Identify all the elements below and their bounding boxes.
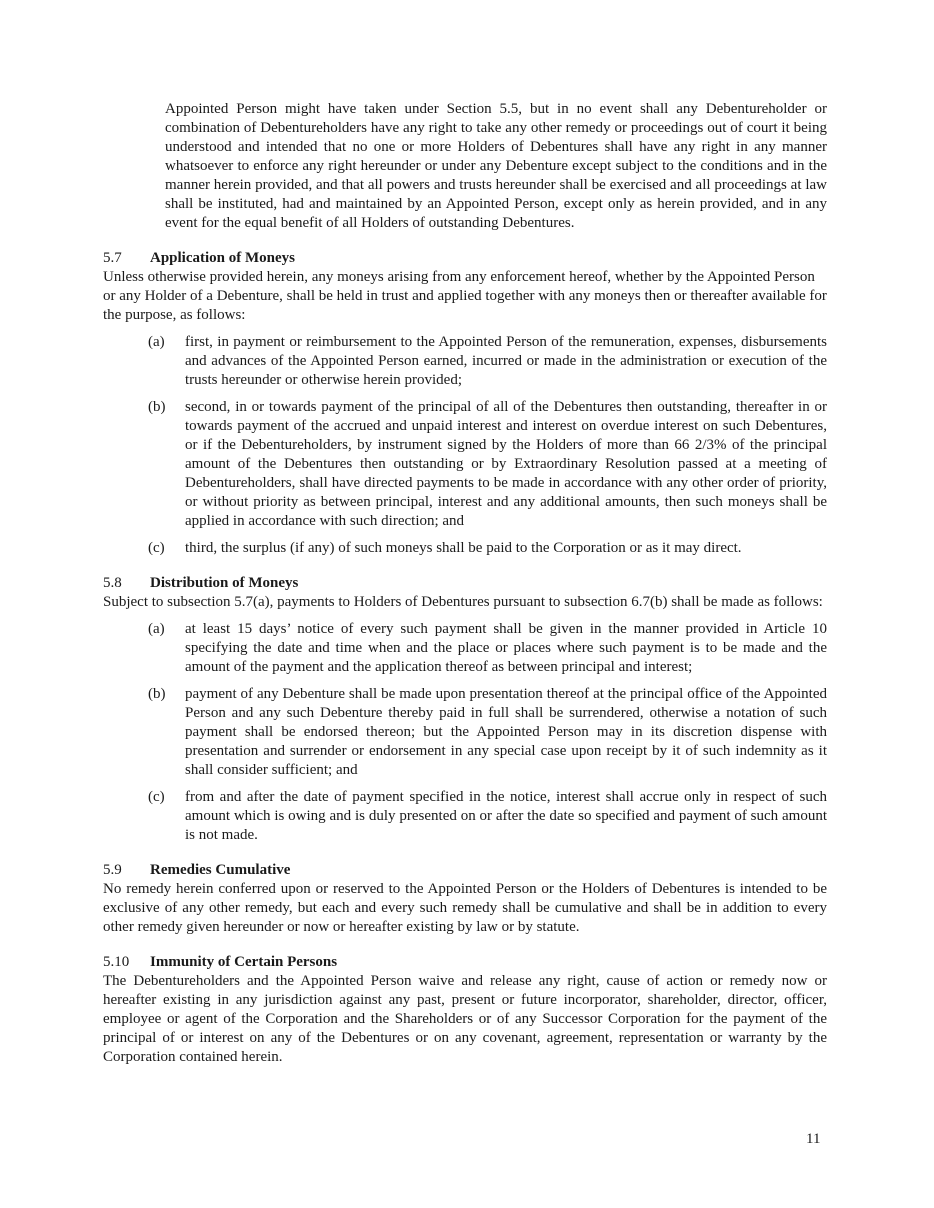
list-item-text: payment of any Debenture shall be made upon presentation thereof at the principal office of the Appointed Person and any such Debenture thereby paid in full shall be surrendered, otherwise a notation of such payment shall be endorsed thereon; but the Appointed Person may in its discretion dispense with presentation and surrender or endorsement in any special case upon receipt by it of such indemnity as it shall consider sufficient; and [185,686,827,778]
section-distribution-of-moneys [103,574,827,845]
list-item-marker: (b) [148,399,166,415]
list-item-marker: (c) [148,789,165,805]
section-heading [103,249,827,268]
section-heading [103,574,827,593]
list-item [103,620,827,677]
continuation-paragraph: Appointed Person might have taken under Section 5.5, but in no event shall any Debentureholder or combination of Debentureholders have any right to take any other remedy or proceedings out of court it being understood and intended that no one or more Holders of Debentures shall have any right in any manner whatsoever to enforce any right hereunder or under any Debenture except subject to the conditions and in the manner herein provided, and that all powers and trusts hereunder shall be exercised and all proceedings at law shall be instituted, had and maintained by an Appointed Person, except only as herein provided, and in any event for the equal benefit of all Holders of outstanding Debentures. [165,101,827,231]
list-item-marker: (c) [148,540,165,556]
section-intro: No remedy herein conferred upon or reserved to the Appointed Person or the Holders of Debentures is intended to be exclusive of any other remedy, but each and every such remedy shall be cumulative and shall be in addition to every other remedy given hereunder or now or hereafter existing by law or by statute. [103,881,827,935]
list-item [103,398,827,531]
document-body [103,100,827,1067]
list-item [103,788,827,845]
section-number: 5.7 [103,250,122,266]
section-application-of-moneys [103,249,827,558]
page-number: 11 [806,1131,821,1147]
section-title: Remedies Cumulative [150,862,291,878]
section-heading [103,861,827,880]
list-item-text: third, the surplus (if any) of such moneys shall be paid to the Corporation or as it may direct. [185,540,742,556]
section-number: 5.10 [103,954,130,970]
section-title: Immunity of Certain Persons [150,954,338,970]
section-immunity-of-certain-persons [103,953,827,1067]
section-title: Distribution of Moneys [150,575,299,591]
section-intro: Subject to subsection 5.7(a), payments to Holders of Debentures pursuant to subsection 6.7(b) shall be made as follows: [103,594,823,610]
list-item [103,539,827,558]
list-item-marker: (a) [148,621,165,637]
list-item-marker: (b) [148,686,166,702]
list-item-text: first, in payment or reimbursement to the Appointed Person of the remuneration, expenses, disbursements and advances of the Appointed Person earned, incurred or made in the administration or execution of the trusts hereunder or otherwise herein provided; [185,334,827,388]
list-item-marker: (a) [148,334,165,350]
section-number: 5.8 [103,575,122,591]
section-intro: Unless otherwise provided herein, any moneys arising from any enforcement hereof, whether by the Appointed Person or any Holder of a Debenture, shall be held in trust and applied together with any moneys then or thereafter available for the purpose, as follows: [103,269,827,323]
section-number: 5.9 [103,862,122,878]
list-item-text: from and after the date of payment specified in the notice, interest shall accrue only in respect of such amount which is owing and is duly presented on or after the date so specified and payment of such amount is not made. [185,789,827,843]
section-intro: The Debentureholders and the Appointed Person waive and release any right, cause of action or remedy now or hereafter existing in any jurisdiction against any past, present or future incorporator, shareholder, director, officer, employee or agent of the Corporation and the Shareholders or of any Successor Corporation for the payment of the principal of or interest on any of the Debentures or on any covenant, agreement, representation or warranty by the Corporation contained herein. [103,973,827,1065]
list-item [103,685,827,780]
section-remedies-cumulative [103,861,827,937]
section-heading [103,953,827,972]
list-item [103,333,827,390]
section-title: Application of Moneys [150,250,296,266]
list-item-text: second, in or towards payment of the principal of all of the Debentures then outstanding, thereafter in or towards payment of the accrued and unpaid interest and interest on overdue interest on such Debentures, or if the Debentureholders, by instrument signed by the Holders of more than 66 2/3% of the principal amount of the Debentures then outstanding or by Extraordinary Resolution passed at a meeting of Debentureholders, shall have directed payments to be made in accordance with any other order of priority, or without priority as between principal, interest and any additional amounts, then such moneys shall be applied in accordance with such direction; and [185,399,827,529]
list-item-text: at least 15 days’ notice of every such payment shall be given in the manner provided in Article 10 specifying the date and time when and the place or places where such payment is to be made and the amount of the payment and the application thereof as between principal and interest; [185,621,827,675]
